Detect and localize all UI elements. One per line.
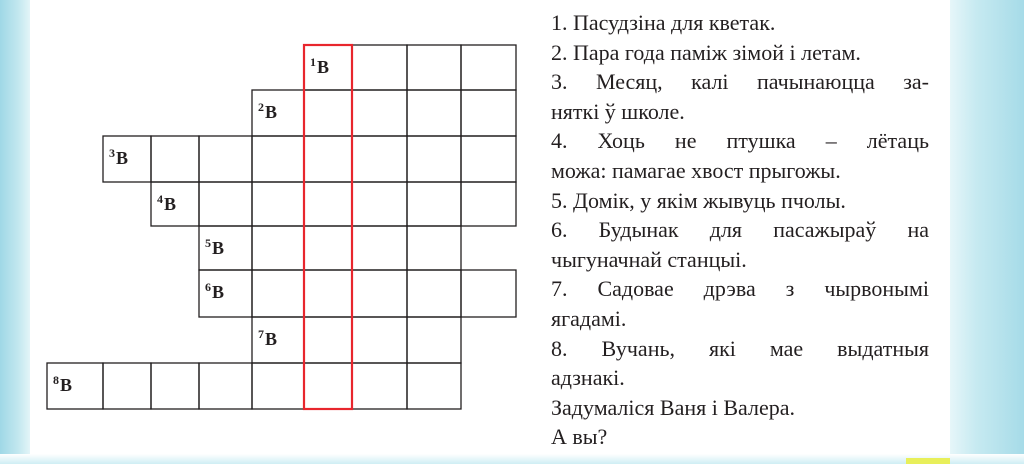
word-number: 8 <box>53 373 59 387</box>
crossword-cell <box>352 136 407 182</box>
word-start-label-8 <box>53 375 72 397</box>
closing-question: А вы? <box>551 424 608 450</box>
crossword-cell <box>407 136 461 182</box>
clue-3-line-1: 3. Месяц, калі пачынаюцца за- <box>551 69 929 95</box>
clue-4-line-2: можа: памагае хвост прыгожы. <box>551 157 841 183</box>
crossword-cell <box>304 226 352 270</box>
word-start-label-1 <box>310 57 329 79</box>
crossword-cell <box>304 270 352 317</box>
word-start-letter: В <box>265 329 278 349</box>
crossword-cell <box>407 363 461 409</box>
crossword-cell <box>199 182 252 226</box>
crossword-cell <box>407 270 461 317</box>
word-start-label-7 <box>258 329 277 351</box>
word-number: 6 <box>205 280 211 294</box>
closing-line: Задумаліся Ваня і Валера. <box>551 394 795 420</box>
crossword-cell <box>352 317 407 363</box>
crossword-cell <box>407 226 461 270</box>
crossword-cell <box>407 45 461 90</box>
word-start-label-2 <box>258 102 277 124</box>
clue-2: 2. Пара года паміж зімой і летам. <box>551 39 861 65</box>
crossword-cell <box>407 90 461 136</box>
crossword-cell <box>304 182 352 226</box>
word-number: 2 <box>258 100 264 114</box>
crossword-cell <box>304 136 352 182</box>
crossword-cell <box>199 136 252 182</box>
clue-3-line-2: няткі ў школе. <box>551 98 685 124</box>
crossword-cell <box>407 317 461 363</box>
crossword-cell <box>151 136 199 182</box>
clue-6-line-1: 6. Будынак для пасажыраў на <box>551 217 929 243</box>
word-start-letter: В <box>212 238 225 258</box>
word-start-label-4 <box>157 194 176 216</box>
crossword-cell <box>461 270 516 317</box>
clue-list <box>551 8 929 452</box>
crossword-cell <box>352 182 407 226</box>
word-start-label-6 <box>205 282 224 304</box>
word-number: 4 <box>157 192 163 206</box>
crossword-cell <box>103 363 151 409</box>
word-number: 3 <box>109 146 115 160</box>
crossword-cell <box>461 182 516 226</box>
answer-column-highlight <box>304 45 352 409</box>
crossword-cell <box>352 363 407 409</box>
clue-8-line-2: адзнакі. <box>551 365 625 391</box>
word-start-letter: В <box>212 282 225 302</box>
crossword-cell <box>461 90 516 136</box>
crossword-cell <box>252 136 304 182</box>
word-start-letter: В <box>164 194 177 214</box>
crossword-cell <box>304 363 352 409</box>
crossword-cell <box>252 363 304 409</box>
crossword-cell <box>252 226 304 270</box>
word-start-letter: В <box>317 57 330 77</box>
crossword-cell <box>352 90 407 136</box>
crossword-cell <box>252 270 304 317</box>
clue-6-line-2: чыгуначнай станцыі. <box>551 246 747 272</box>
word-start-letter: В <box>116 148 129 168</box>
clue-7-line-1: 7. Садовае дрэва з чырвонымі <box>551 276 929 302</box>
crossword-cell <box>352 270 407 317</box>
crossword-cell <box>304 317 352 363</box>
word-start-label-5 <box>205 238 224 260</box>
crossword-cell <box>304 90 352 136</box>
word-number: 5 <box>205 236 211 250</box>
crossword-cell <box>461 136 516 182</box>
crossword-cell <box>352 226 407 270</box>
crossword-cell <box>352 45 407 90</box>
clue-5: 5. Домік, у якім жывуць пчолы. <box>551 187 846 213</box>
word-start-letter: В <box>265 102 278 122</box>
crossword-cell <box>252 182 304 226</box>
crossword-cell <box>199 363 252 409</box>
clue-8-line-1: 8. Вучань, які мае выдатныя <box>551 335 929 361</box>
crossword-cell <box>461 45 516 90</box>
word-number: 1 <box>310 55 316 69</box>
word-start-label-3 <box>109 148 128 170</box>
word-number: 7 <box>258 327 264 341</box>
crossword-cell <box>151 363 199 409</box>
crossword-cell <box>407 182 461 226</box>
clue-1: 1. Пасудзіна для кветак. <box>551 10 776 35</box>
word-start-letter: В <box>60 375 73 395</box>
clue-7-line-2: ягадамі. <box>551 305 627 331</box>
clue-4-line-1: 4. Хоць не птушка – лётаць <box>551 128 929 154</box>
